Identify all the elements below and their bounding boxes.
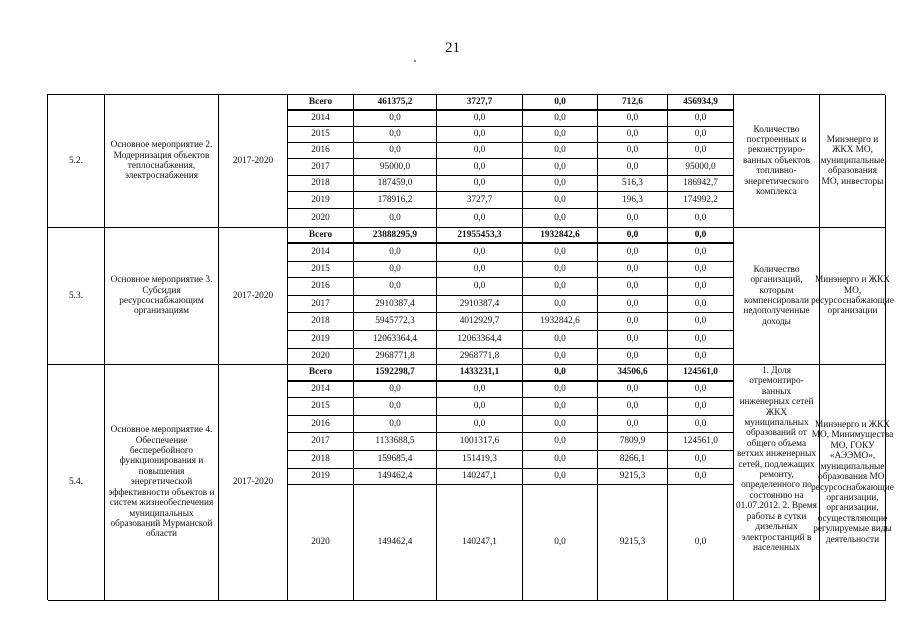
year-cell: 2017 bbox=[288, 159, 354, 176]
local-cell: 7809,9 bbox=[598, 433, 668, 451]
year-cell: Всего bbox=[288, 228, 354, 244]
federal-cell: 0,0 bbox=[437, 278, 523, 296]
section-indicator: Количество организаций, которым компенсировали недополученные доходы bbox=[734, 228, 820, 365]
section-executor: Минэнерго и ЖКХ МО, ресурсоснабжающие организации bbox=[820, 228, 886, 365]
regional-cell: 0,0 bbox=[523, 244, 598, 262]
regional-cell: 0,0 bbox=[523, 365, 598, 382]
regional-cell: 0,0 bbox=[523, 262, 598, 278]
local-cell: 0,0 bbox=[598, 331, 668, 349]
year-cell: 2015 bbox=[288, 262, 354, 278]
other-cell: 186942,7 bbox=[668, 176, 734, 192]
other-cell: 0,0 bbox=[668, 416, 734, 433]
federal-cell: 0,0 bbox=[437, 127, 523, 143]
federal-cell: 0,0 bbox=[437, 143, 523, 159]
regional-cell: 0,0 bbox=[523, 111, 598, 127]
regional-cell: 0,0 bbox=[523, 296, 598, 313]
federal-cell: 2968771,8 bbox=[437, 349, 523, 365]
federal-cell: 3727,7 bbox=[437, 192, 523, 209]
year-cell: 2019 bbox=[288, 192, 354, 209]
total-cell: 0,0 bbox=[354, 111, 437, 127]
federal-cell: 1001317,6 bbox=[437, 433, 523, 451]
federal-cell: 151419,3 bbox=[437, 451, 523, 469]
other-cell: 0,0 bbox=[668, 143, 734, 159]
local-cell: 0,0 bbox=[598, 416, 668, 433]
total-cell: 1133688,5 bbox=[354, 433, 437, 451]
year-cell: Всего bbox=[288, 95, 354, 111]
year-cell: 2014 bbox=[288, 111, 354, 127]
other-cell: 0,0 bbox=[668, 485, 734, 601]
section-name: Основное мероприятие 3. Субсидия ресурсоснабжающим организациям bbox=[105, 228, 219, 365]
regional-cell: 0,0 bbox=[523, 95, 598, 111]
regional-cell: 0,0 bbox=[523, 349, 598, 365]
year-cell: 2020 bbox=[288, 209, 354, 228]
year-cell: 2014 bbox=[288, 382, 354, 398]
year-cell: 2014 bbox=[288, 244, 354, 262]
total-cell: 149462,4 bbox=[354, 469, 437, 485]
section-indicator: Количество построенных и реконструиро-ванных объектов топливно-энергетического комплекса bbox=[734, 95, 820, 228]
section-code: 5.4. bbox=[48, 365, 105, 601]
section-executor: Минэнерго и ЖКХ МО, муниципальные образования МО, инвесторы bbox=[820, 95, 886, 228]
page-number: 21 bbox=[445, 40, 460, 56]
federal-cell: 1433231,1 bbox=[437, 365, 523, 382]
local-cell: 0,0 bbox=[598, 127, 668, 143]
local-cell: 0,0 bbox=[598, 382, 668, 398]
federal-cell: 4012929,7 bbox=[437, 313, 523, 331]
year-cell: 2018 bbox=[288, 313, 354, 331]
year-cell: 2020 bbox=[288, 485, 354, 601]
year-cell: 2017 bbox=[288, 296, 354, 313]
total-cell: 0,0 bbox=[354, 416, 437, 433]
year-cell: 2018 bbox=[288, 451, 354, 469]
total-cell: 95000,0 bbox=[354, 159, 437, 176]
federal-cell: 140247,1 bbox=[437, 485, 523, 601]
other-cell: 174992,2 bbox=[668, 192, 734, 209]
local-cell: 0,0 bbox=[598, 209, 668, 228]
regional-cell: 0,0 bbox=[523, 469, 598, 485]
regional-cell: 1932842,6 bbox=[523, 313, 598, 331]
total-cell: 0,0 bbox=[354, 398, 437, 416]
total-cell: 0,0 bbox=[354, 262, 437, 278]
other-cell: 0,0 bbox=[668, 278, 734, 296]
federal-cell: 21955453,3 bbox=[437, 228, 523, 244]
other-cell: 0,0 bbox=[668, 296, 734, 313]
regional-cell: 0,0 bbox=[523, 209, 598, 228]
federal-cell: 0,0 bbox=[437, 416, 523, 433]
federal-cell: 0,0 bbox=[437, 382, 523, 398]
total-cell: 187459,0 bbox=[354, 176, 437, 192]
other-cell: 0,0 bbox=[668, 228, 734, 244]
other-cell: 0,0 bbox=[668, 209, 734, 228]
other-cell: 0,0 bbox=[668, 111, 734, 127]
federal-cell: 0,0 bbox=[437, 244, 523, 262]
other-cell: 0,0 bbox=[668, 244, 734, 262]
other-cell: 0,0 bbox=[668, 382, 734, 398]
local-cell: 712,6 bbox=[598, 95, 668, 111]
other-cell: 0,0 bbox=[668, 331, 734, 349]
section-period: 2017-2020 bbox=[219, 365, 288, 601]
year-cell: 2016 bbox=[288, 416, 354, 433]
regional-cell: 0,0 bbox=[523, 485, 598, 601]
total-cell: 2968771,8 bbox=[354, 349, 437, 365]
other-cell: 124561,0 bbox=[668, 433, 734, 451]
total-cell: 0,0 bbox=[354, 244, 437, 262]
other-cell: 0,0 bbox=[668, 313, 734, 331]
regional-cell: 0,0 bbox=[523, 278, 598, 296]
year-cell: 2016 bbox=[288, 143, 354, 159]
local-cell: 9215,3 bbox=[598, 485, 668, 601]
year-cell: 2019 bbox=[288, 331, 354, 349]
federal-cell: 3727,7 bbox=[437, 95, 523, 111]
year-cell: 2019 bbox=[288, 469, 354, 485]
section-name: Основное мероприятие 2. Модернизация объектов теплоснабжения, электроснабжения bbox=[105, 95, 219, 228]
federal-cell: 0,0 bbox=[437, 159, 523, 176]
regional-cell: 0,0 bbox=[523, 382, 598, 398]
local-cell: 0,0 bbox=[598, 349, 668, 365]
total-cell: 5945772,3 bbox=[354, 313, 437, 331]
local-cell: 516,3 bbox=[598, 176, 668, 192]
year-cell: 2016 bbox=[288, 278, 354, 296]
total-cell: 0,0 bbox=[354, 278, 437, 296]
local-cell: 9215,3 bbox=[598, 469, 668, 485]
section-period: 2017-2020 bbox=[219, 95, 288, 228]
regional-cell: 0,0 bbox=[523, 416, 598, 433]
regional-cell: 0,0 bbox=[523, 433, 598, 451]
total-cell: 2910387,4 bbox=[354, 296, 437, 313]
scan-dot bbox=[414, 60, 416, 62]
local-cell: 0,0 bbox=[598, 111, 668, 127]
regional-cell: 1932842,6 bbox=[523, 228, 598, 244]
other-cell: 124561,0 bbox=[668, 365, 734, 382]
regional-cell: 0,0 bbox=[523, 159, 598, 176]
local-cell: 0,0 bbox=[598, 262, 668, 278]
total-cell: 178916,2 bbox=[354, 192, 437, 209]
other-cell: 0,0 bbox=[668, 398, 734, 416]
year-cell: 2015 bbox=[288, 127, 354, 143]
local-cell: 0,0 bbox=[598, 143, 668, 159]
total-cell: 159685,4 bbox=[354, 451, 437, 469]
year-cell: 2017 bbox=[288, 433, 354, 451]
other-cell: 95000,0 bbox=[668, 159, 734, 176]
total-cell: 0,0 bbox=[354, 382, 437, 398]
year-cell: 2020 bbox=[288, 349, 354, 365]
section-period: 2017-2020 bbox=[219, 228, 288, 365]
local-cell: 196,3 bbox=[598, 192, 668, 209]
total-cell: 149462,4 bbox=[354, 485, 437, 601]
other-cell: 456934,9 bbox=[668, 95, 734, 111]
federal-cell: 0,0 bbox=[437, 111, 523, 127]
section-code: 5.2. bbox=[48, 95, 105, 228]
other-cell: 0,0 bbox=[668, 127, 734, 143]
total-cell: 0,0 bbox=[354, 143, 437, 159]
total-cell: 1592298,7 bbox=[354, 365, 437, 382]
year-cell: 2018 bbox=[288, 176, 354, 192]
local-cell: 0,0 bbox=[598, 398, 668, 416]
local-cell: 0,0 bbox=[598, 278, 668, 296]
other-cell: 0,0 bbox=[668, 469, 734, 485]
regional-cell: 0,0 bbox=[523, 143, 598, 159]
regional-cell: 0,0 bbox=[523, 331, 598, 349]
total-cell: 23888295,9 bbox=[354, 228, 437, 244]
regional-cell: 0,0 bbox=[523, 192, 598, 209]
federal-cell: 0,0 bbox=[437, 262, 523, 278]
local-cell: 0,0 bbox=[598, 244, 668, 262]
section-code: 5.3. bbox=[48, 228, 105, 365]
total-cell: 12063364,4 bbox=[354, 331, 437, 349]
local-cell: 0,0 bbox=[598, 159, 668, 176]
regional-cell: 0,0 bbox=[523, 176, 598, 192]
federal-cell: 140247,1 bbox=[437, 469, 523, 485]
federal-cell: 0,0 bbox=[437, 209, 523, 228]
section-indicator: 1. Доля отремонтиро-ванных инженерных сетей ЖКХ муниципальных образований от общего объема ветхих инженерных сетей, подлежащих ремонту, определенного по состоянию на 01.07.2012. 2. Время работы в сутки дизельных электростанций в населенных bbox=[734, 365, 820, 601]
year-cell: 2015 bbox=[288, 398, 354, 416]
year-cell: Всего bbox=[288, 365, 354, 382]
federal-cell: 12063364,4 bbox=[437, 331, 523, 349]
federal-cell: 0,0 bbox=[437, 176, 523, 192]
program-table bbox=[47, 94, 894, 600]
total-cell: 0,0 bbox=[354, 127, 437, 143]
local-cell: 8266,1 bbox=[598, 451, 668, 469]
regional-cell: 0,0 bbox=[523, 398, 598, 416]
local-cell: 0,0 bbox=[598, 313, 668, 331]
local-cell: 34506,6 bbox=[598, 365, 668, 382]
other-cell: 0,0 bbox=[668, 451, 734, 469]
other-cell: 0,0 bbox=[668, 349, 734, 365]
federal-cell: 2910387,4 bbox=[437, 296, 523, 313]
total-cell: 461375,2 bbox=[354, 95, 437, 111]
section-name: Основное мероприятие 4. Обеспечение бесперебойного функционирования и повышения энергетической эффективности объектов и систем жизнеобеспечения муниципальных образований Мурманской области bbox=[105, 365, 219, 601]
federal-cell: 0,0 bbox=[437, 398, 523, 416]
regional-cell: 0,0 bbox=[523, 127, 598, 143]
regional-cell: 0,0 bbox=[523, 451, 598, 469]
local-cell: 0,0 bbox=[598, 296, 668, 313]
section-executor: Минэнерго и ЖКХ МО, Минимущества МО, ГОКУ «АЭЭМО», муниципальные образования МО, ресурсоснабжающие организации, организации, осуществляющие регулируемые виды деятельности bbox=[820, 365, 886, 601]
local-cell: 0,0 bbox=[598, 228, 668, 244]
other-cell: 0,0 bbox=[668, 262, 734, 278]
total-cell: 0,0 bbox=[354, 209, 437, 228]
